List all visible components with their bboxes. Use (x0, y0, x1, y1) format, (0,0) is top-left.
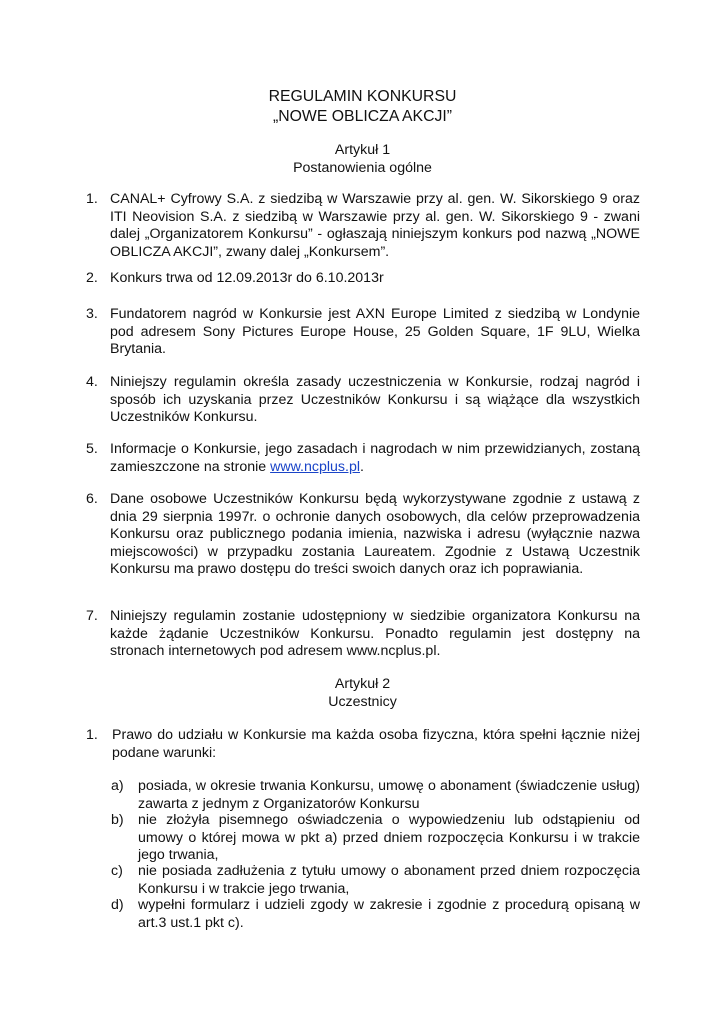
article1-heading: Artykuł 1 (334, 142, 391, 158)
article2-subitem-c (111, 863, 640, 898)
item-number: 1. (86, 191, 98, 207)
document-title-line1: REGULAMIN KONKURSU (268, 88, 457, 105)
article1-item-2 (86, 270, 640, 288)
subitem-letter: a) (111, 778, 124, 794)
article2-subitem-b (111, 812, 640, 865)
article2-subitem-a (111, 778, 640, 813)
item-number: 5. (86, 441, 98, 457)
article2-heading: Artykuł 2 (334, 676, 391, 692)
item-number: 2. (86, 270, 98, 286)
subitem-letter: d) (111, 897, 124, 913)
item-number: 7. (86, 608, 98, 624)
article1-item-4 (86, 374, 640, 427)
subitem-letter: c) (111, 863, 123, 879)
article2-item-1 (86, 727, 640, 762)
item-number: 1. (86, 727, 98, 743)
article1-item-7 (86, 608, 640, 661)
item-text: Dane osobowe Uczestników Konkursu będą wykorzystywane zgodnie z ustawą z dnia 29 sierpnia 1997r. o ochronie danych osobowych, dla celów przeprowadzenia Konkursu oraz publicznego podania imienia, nazwiska i adresu (wyłącznie nazwa miejscowości) w przypadku zostania Laureatem. Zgodnie z Ustawą Uczestnik Konkursu ma prawo dostępu do treści swoich danych oraz ich poprawiania. (110, 491, 640, 578)
item-number: 3. (86, 306, 98, 322)
item-number: 6. (86, 491, 98, 507)
article1-item-3 (86, 306, 640, 359)
article1-item-5 (86, 441, 640, 476)
item-text: Niniejszy regulamin zostanie udostępniony w siedzibie organizatora Konkursu na każde żądanie Uczestników Konkursu. Ponadto regulamin jest dostępny na stronach internetowych pod adresem www.ncplus.pl. (110, 608, 640, 660)
item-text: CANAL+ Cyfrowy S.A. z siedzibą w Warszawie przy al. gen. W. Sikorskiego 9 oraz ITI Neovision S.A. z siedzibą w Warszawie przy al. gen. W. Sikorskiego 9 - zwani dalej „Organizatorem Konkursu” - ogłaszają niniejszym konkurs pod nazwą „NOWE OBLICZA AKCJI”, zwany dalej „Konkursem”. (110, 191, 640, 260)
item-number: 4. (86, 374, 98, 390)
ncplus-link[interactable]: www.ncplus.pl (270, 458, 360, 475)
item-text-end: . (359, 458, 364, 475)
item-text: Niniejszy regulamin określa zasady uczestniczenia w Konkursie, rodzaj nagród i sposób ich uzyskania przez Uczestników Konkursu i są wiążące dla wszystkich Uczestników Konkursu. (110, 374, 640, 426)
article2-subheading: Uczestnicy (328, 694, 397, 710)
item-text: Prawo do udziału w Konkursie ma każda osoba fizyczna, która spełni łącznie niżej podane warunki: (112, 727, 640, 761)
subitem-text: nie posiada zadłużenia z tytułu umowy o abonament przed dniem rozpoczęcia Konkursu i w trakcie jego trwania, (138, 863, 640, 897)
document-title-line2: „NOWE OBLICZA AKCJI” (272, 108, 453, 125)
subitem-text: wypełni formularz i udzieli zgody w zakresie i zgodnie z procedurą opisaną w art.3 ust.1 pkt c). (138, 897, 640, 931)
item-text (110, 441, 640, 476)
subitem-letter: b) (111, 812, 124, 828)
article2-subitem-d (111, 897, 640, 932)
article1-subheading: Postanowienia ogólne (293, 160, 432, 176)
item-text-main: Informacje o Konkursie, jego zasadach i nagrodach w nim przewidzianych, zostaną zamieszczone na stronie (110, 441, 640, 475)
subitem-text: nie złożyła pisemnego oświadczenia o wypowiedzeniu lub odstąpieniu od umowy o której mowa w pkt a) przed dniem rozpoczęcia Konkursu i w trakcie jego trwania, (138, 812, 640, 864)
subitem-text: posiada, w okresie trwania Konkursu, umowę o abonament (świadczenie usług) zawarta z jednym z Organizatorów Konkursu (138, 778, 640, 812)
article1-item-1 (86, 191, 640, 261)
item-text: Fundatorem nagród w Konkursie jest AXN Europe Limited z siedzibą w Londynie pod adresem Sony Pictures Europe House, 25 Golden Square, 1F 9LU, Wielka Brytania. (110, 306, 640, 358)
article1-item-6 (86, 491, 640, 579)
item-text: Konkurs trwa od 12.09.2013r do 6.10.2013r (110, 270, 384, 286)
